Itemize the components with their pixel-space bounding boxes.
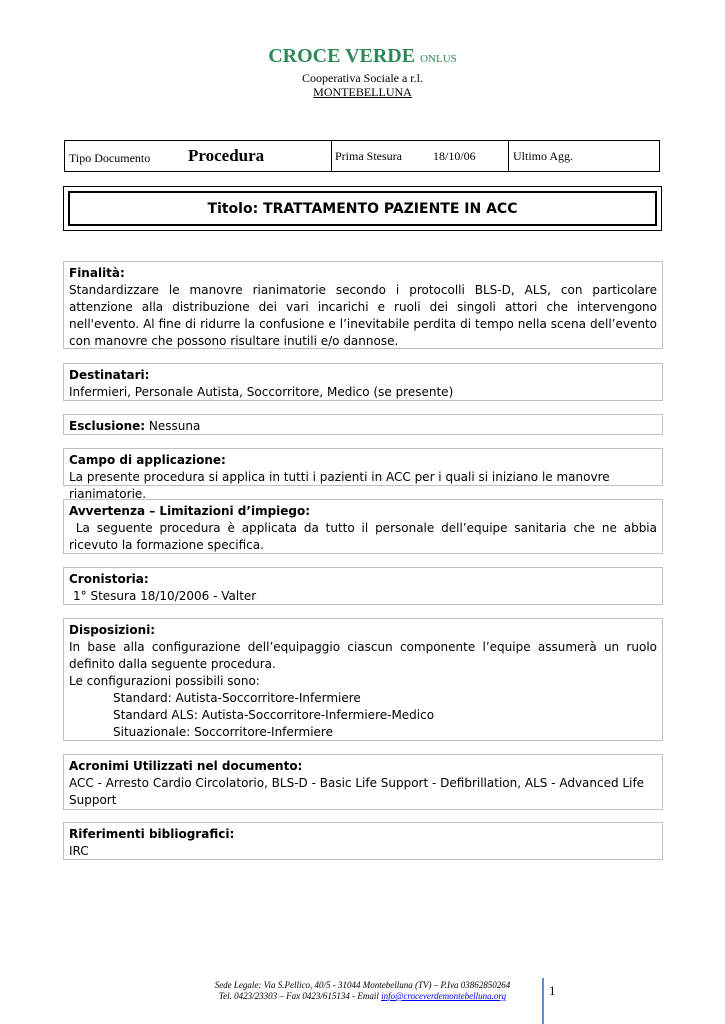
section-text: Nessuna xyxy=(148,419,201,433)
section-heading: Cronistoria: xyxy=(69,572,149,586)
config-item: Standard: Autista-Soccorritore-Infermiere xyxy=(113,691,361,705)
document-meta-table xyxy=(64,140,660,172)
section-riferimenti xyxy=(63,822,663,860)
cooperative-line: Cooperativa Sociale a r.l. xyxy=(302,71,423,85)
section-text: La presente procedura si applica in tutti i pazienti in ACC per i quali si iniziano le manovre rianimatorie. xyxy=(69,470,610,501)
org-suffix: ONLUS xyxy=(420,53,457,65)
section-text: ACC - Arresto Cardio Circolatorio, BLS-D - Basic Life Support - Defibrillation, ALS - Advanced Life Support xyxy=(69,776,645,807)
section-text: IRC xyxy=(69,844,89,858)
page-number: 1 xyxy=(549,983,556,998)
title-box xyxy=(63,186,662,231)
section-disposizioni xyxy=(63,618,663,741)
footer-contacts xyxy=(0,991,725,1002)
section-text: Standardizzare le manovre rianimatorie secondo i protocolli BLS-D, ALS, con particolare attenzione alla distribuzione dei vari incarichi e ruoli dei singoli attori che intervengono nell'evento. Al fine di ridurre la confusione e l’inevitabile perdita di tempo nella scena dell’evento con manovre che possono risultare inutili e/o dannose. xyxy=(69,283,657,348)
ultimo-agg-label: Ultimo Agg. xyxy=(513,149,574,163)
section-campo-applicazione xyxy=(63,448,663,501)
section-heading: Finalità: xyxy=(69,266,125,280)
section-destinatari xyxy=(63,363,663,401)
meta-ultimo-cell xyxy=(509,141,659,171)
section-acronimi xyxy=(63,754,663,810)
section-text: La seguente procedura è applicata da tutto il personale dell’equipe sanitaria che ne abbia ricevuto la formazione specifica. xyxy=(69,521,661,552)
footer-address: Sede Legale: Via S.Pellico, 40/5 - 31044 Montebelluna (TV) – P.Iva 03862850264 xyxy=(214,980,511,990)
prima-stesura-date: 18/10/06 xyxy=(433,149,476,163)
title-inner-frame xyxy=(68,191,657,226)
section-heading: Destinatari: xyxy=(69,368,150,382)
organization-name xyxy=(0,44,725,71)
section-avvertenza xyxy=(63,499,663,554)
config-intro: Le configurazioni possibili sono: xyxy=(69,674,260,688)
section-text: In base alla configurazione dell’equipaggio ciascun componente l’equipe assumerà un ruolo definito dalla seguente procedura. xyxy=(69,640,657,671)
org-name-text: CROCE VERDE xyxy=(268,45,416,67)
section-heading: Riferimenti bibliografici: xyxy=(69,827,235,841)
section-text: Infermieri, Personale Autista, Soccorritore, Medico (se presente) xyxy=(69,385,454,399)
tipo-documento-label: Tipo Documento xyxy=(69,151,151,165)
section-text: 1° Stesura 18/10/2006 - Valter xyxy=(73,589,257,603)
prima-stesura-label: Prima Stesura xyxy=(335,149,402,163)
tipo-documento-value: Procedura xyxy=(188,146,265,165)
page-number-bar xyxy=(542,978,544,1024)
section-heading: Acronimi Utilizzati nel documento: xyxy=(69,759,303,773)
config-item: Standard ALS: Autista-Soccorritore-Infermiere-Medico xyxy=(113,708,435,722)
section-finalita xyxy=(63,261,663,349)
letterhead xyxy=(0,44,725,99)
config-item: Situazionale: Soccorritore-Infermiere xyxy=(113,725,333,739)
footer-email-link[interactable]: info@croceverdemontebelluna.org xyxy=(381,991,507,1001)
section-esclusione xyxy=(63,414,663,435)
section-heading: Campo di applicazione: xyxy=(69,453,226,467)
meta-tipo-cell xyxy=(65,141,332,171)
section-heading: Disposizioni: xyxy=(69,623,156,637)
city-line: MONTEBELLUNA xyxy=(313,85,412,99)
section-heading: Avvertenza – Limitazioni d’impiego: xyxy=(69,504,311,518)
footer-phone-fax: Tel. 0423/23303 – Fax 0423/615134 - Email xyxy=(218,991,382,1001)
section-heading: Esclusione: xyxy=(69,419,146,433)
page-footer xyxy=(0,980,725,1002)
section-cronistoria xyxy=(63,567,663,605)
meta-prima-cell xyxy=(332,141,509,171)
document-title: Titolo: TRATTAMENTO PAZIENTE IN ACC xyxy=(207,200,518,217)
